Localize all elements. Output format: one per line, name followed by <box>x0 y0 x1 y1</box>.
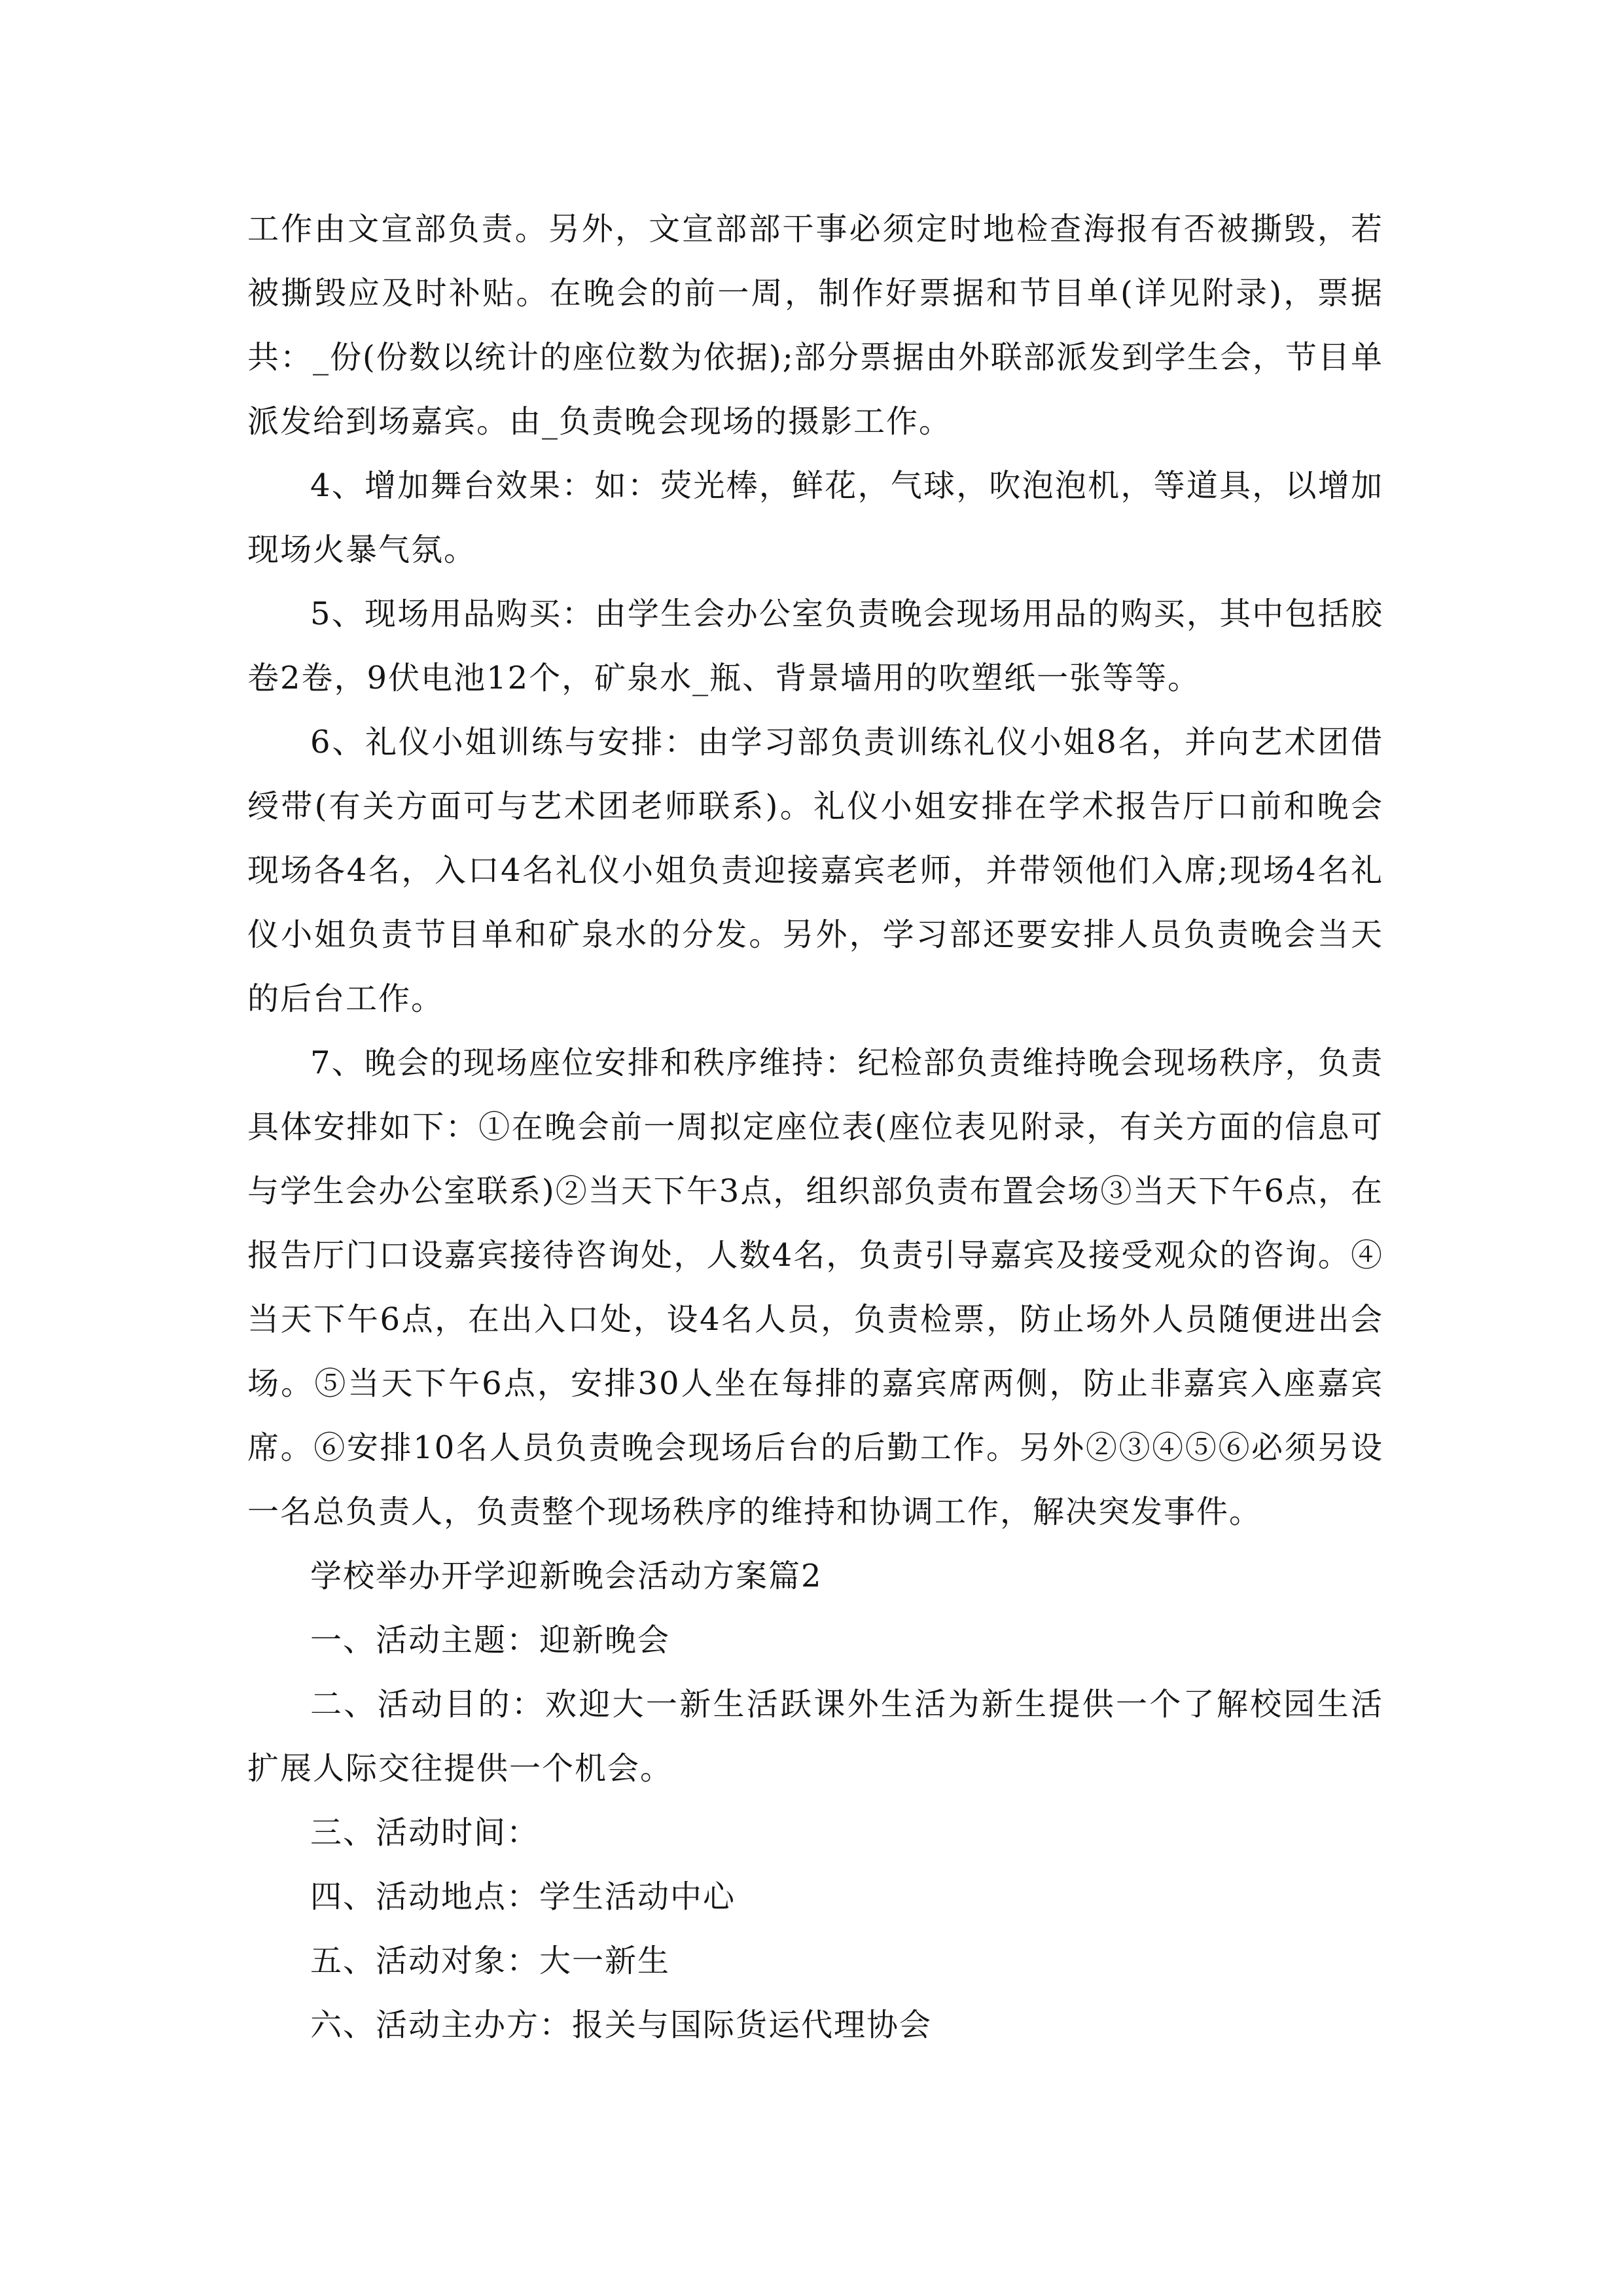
paragraph-activity-time: 三、活动时间： <box>310 1814 540 1851</box>
plan-2-heading: 学校举办开学迎新晚会活动方案篇2 <box>310 1558 823 1594</box>
paragraph-activity-theme: 一、活动主题：迎新晚会 <box>310 1622 671 1659</box>
paragraph-stage-effects: 4、增加舞台效果：如：荧光棒，鲜花，气球，吹泡泡机，等道具，以增加现场火暴气氛。 <box>247 467 1383 568</box>
document-body <box>247 197 1383 2057</box>
paragraph-activity-location: 四、活动地点：学生活动中心 <box>310 1878 736 1915</box>
paragraph-supplies-purchase: 5、现场用品购买：由学生会办公室负责晚会现场用品的购买，其中包括胶卷2卷，9伏电池12个，矿泉水_瓶、背景墙用的吹塑纸一张等等。 <box>247 596 1383 696</box>
paragraph-seating-and-order: 7、晚会的现场座位安排和秩序维持：纪检部负责维持晚会现场秩序，负责具体安排如下：①在晚会前一周拟定座位表(座位表见附录，有关方面的信息可与学生会办公室联系)②当天下午3点，组织部负责布置会场③当天下午6点，在报告厅门口设嘉宾接待咨询处，人数4名，负责引导嘉宾及接受观众的咨询。④当天下午6点，在出入口处，设4名人员，负责检票，防止场外人员随便进出会场。⑤当天下午6点，安排30人坐在每排的嘉宾席两侧，防止非嘉宾入座嘉宾席。⑥安排10名人员负责晚会现场后台的后勤工作。另外②③④⑤⑥必须另设一名总负责人，负责整个现场秩序的维持和协调工作，解决突发事件。 <box>247 1045 1383 1530</box>
paragraph-activity-audience: 五、活动对象：大一新生 <box>310 1943 671 1979</box>
paragraph-tickets-and-promotion: 工作由文宣部负责。另外，文宣部部干事必须定时地检查海报有否被撕毁，若被撕毁应及时补贴。在晚会的前一周，制作好票据和节目单(详见附录)，票据共：_份(份数以统计的座位数为依据);部分票据由外联部派发到学生会，节目单派发给到场嘉宾。由_负责晚会现场的摄影工作。 <box>247 211 1383 440</box>
paragraph-activity-organizer: 六、活动主办方：报关与国际货运代理协会 <box>310 2007 933 2043</box>
paragraph-activity-purpose: 二、活动目的：欢迎大一新生活跃课外生活为新生提供一个了解校园生活扩展人际交往提供一个机会。 <box>247 1686 1383 1787</box>
paragraph-etiquette-staff: 6、礼仪小姐训练与安排：由学习部负责训练礼仪小姐8名，并向艺术团借绶带(有关方面可与艺术团老师联系)。礼仪小姐安排在学术报告厅口前和晚会现场各4名，入口4名礼仪小姐负责迎接嘉宾老师，并带领他们入席;现场4名礼仪小姐负责节目单和矿泉水的分发。另外，学习部还要安排人员负责晚会当天的后台工作。 <box>247 724 1383 1017</box>
